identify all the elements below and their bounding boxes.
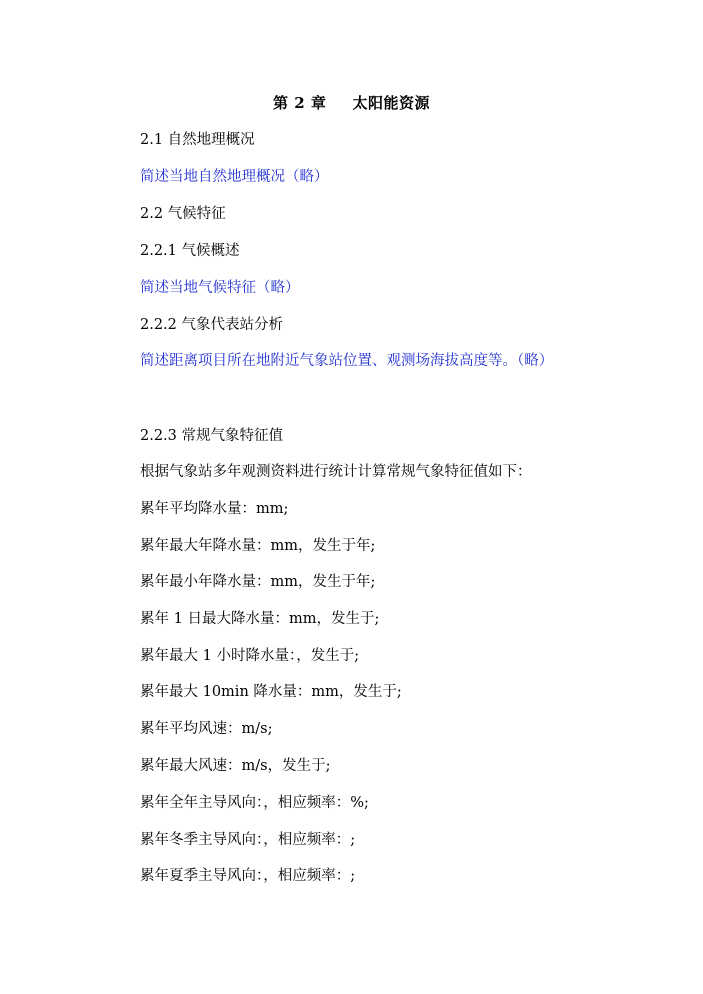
note-weather-station: 简述距离项目所在地附近气象站位置、观测场海拔高度等。（略） bbox=[140, 353, 554, 369]
stat-line: 累年最小年降水量：mm，发生于年; bbox=[140, 574, 376, 590]
chapter-number: 第 2 章 bbox=[273, 94, 327, 112]
stat-line: 累年最大 1 小时降水量：，发生于; bbox=[140, 648, 360, 664]
stat-line: 累年最大年降水量：mm，发生于年; bbox=[140, 538, 376, 554]
stat-line: 累年夏季主导风向：，相应频率：; bbox=[140, 868, 356, 884]
stat-line: 累年冬季主导风向：，相应频率：; bbox=[140, 832, 356, 848]
chapter-title: 太阳能资源 bbox=[352, 94, 430, 112]
section-heading-2-2-3: 2.2.3 常规气象特征值 bbox=[140, 428, 284, 444]
chapter-heading bbox=[0, 92, 703, 114]
stat-line: 累年全年主导风向：，相应频率：%; bbox=[140, 795, 369, 811]
stat-line: 累年平均风速：m/s; bbox=[140, 721, 273, 737]
section-heading-2-1: 2.1 自然地理概况 bbox=[140, 132, 255, 148]
stat-line: 累年最大风速：m/s，发生于; bbox=[140, 758, 331, 774]
section-heading-2-2: 2.2 气候特征 bbox=[140, 206, 226, 222]
stat-line: 累年平均降水量：mm; bbox=[140, 501, 289, 517]
section-heading-2-2-2: 2.2.2 气象代表站分析 bbox=[140, 317, 284, 333]
section-heading-2-2-1: 2.2.1 气候概述 bbox=[140, 243, 240, 259]
stat-line: 累年最大 10min 降水量：mm，发生于; bbox=[140, 684, 402, 700]
stat-line: 累年 1 日最大降水量：mm，发生于; bbox=[140, 611, 380, 627]
note-climate-features: 简述当地气候特征（略） bbox=[140, 280, 300, 296]
note-natural-geography: 简述当地自然地理概况（略） bbox=[140, 169, 329, 185]
paragraph-intro: 根据气象站多年观测资料进行统计计算常规气象特征值如下： bbox=[140, 464, 532, 480]
